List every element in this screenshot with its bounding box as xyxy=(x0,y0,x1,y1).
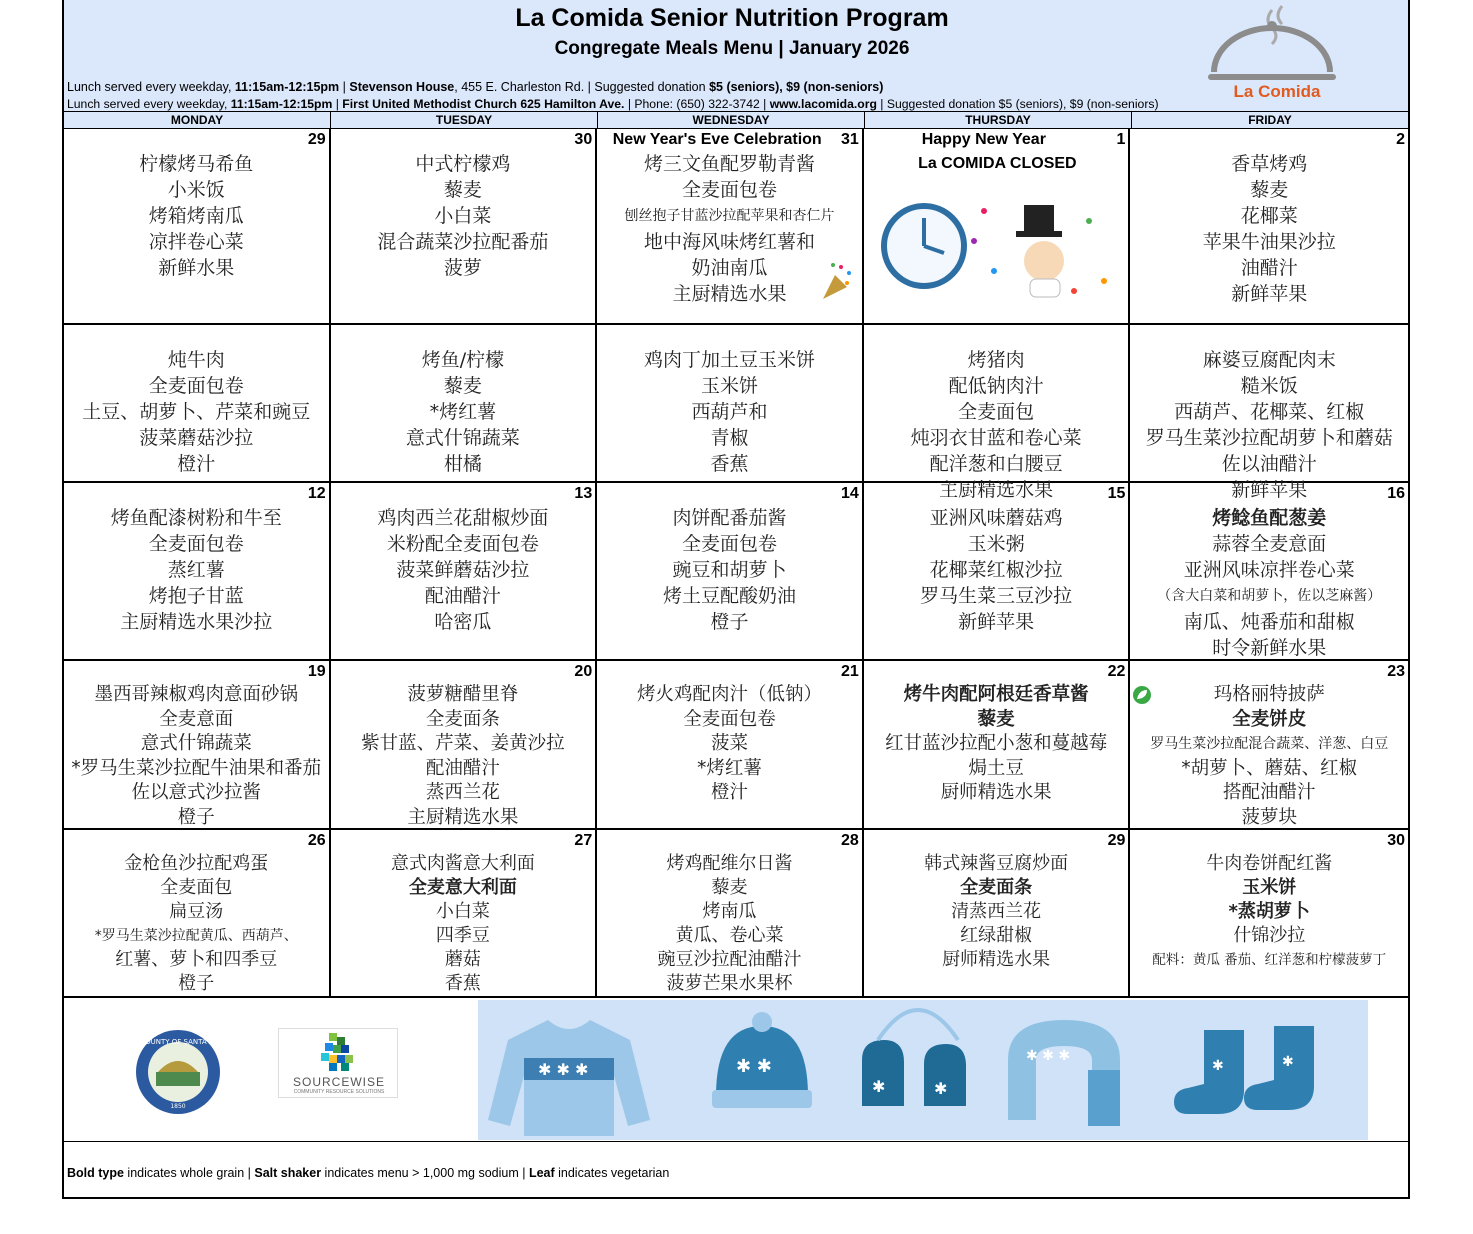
menu-item: 菠菜 xyxy=(711,733,749,754)
menu-grid xyxy=(64,129,1408,998)
menu-item: 花椰菜红椒沙拉 xyxy=(929,559,1063,581)
menu-item: 新鲜苹果 xyxy=(1231,283,1308,305)
date-number: 30 xyxy=(1387,832,1406,849)
date-number: 26 xyxy=(307,832,326,849)
day-cell xyxy=(331,661,598,828)
legend: Bold type indicates whole grain | Salt shaker indicates menu > 1,000 mg sodium | Leaf indicates vegetarian xyxy=(67,1166,670,1180)
menu-item: 菠萝芒果水果杯 xyxy=(666,973,793,994)
logo-text: La Comida xyxy=(1233,82,1321,101)
menu-item: 主厨精选水果 xyxy=(939,479,1054,501)
menu-item: 新鲜苹果 xyxy=(958,611,1035,633)
date-number: 30 xyxy=(574,131,593,148)
menu-item: 全麦面包卷 xyxy=(148,375,244,397)
menu-item: 蒸红薯 xyxy=(167,559,225,581)
menu-item: 烤鲶鱼配葱姜 xyxy=(1212,507,1327,529)
menu-item: 意式什锦蔬菜 xyxy=(140,733,252,754)
day-cell xyxy=(1130,483,1408,659)
website-link[interactable]: www.lacomida.org xyxy=(769,97,877,111)
party-popper-icon xyxy=(819,261,853,301)
weekday-header-row xyxy=(64,112,1408,129)
menu-item: 红绿甜椒 xyxy=(960,925,1033,946)
menu-item: 清蒸西兰花 xyxy=(951,901,1042,922)
menu-item: *蒸胡萝卜 xyxy=(1228,901,1310,922)
menu-item: 小白菜 xyxy=(435,901,490,922)
menu-item: 橙子 xyxy=(710,611,749,633)
svg-text:✱ ✱: ✱ ✱ xyxy=(736,1056,772,1077)
menu-item: 炖羽衣甘蓝和卷心菜 xyxy=(910,427,1082,449)
menu-item: 厨师精选水果 xyxy=(940,782,1052,803)
menu-item: 烤箱烤南瓜 xyxy=(148,205,244,227)
date-number: 19 xyxy=(307,663,326,680)
menu-item: 配低钠肉汁 xyxy=(948,375,1044,397)
day-cell xyxy=(597,129,864,323)
date-number: 14 xyxy=(841,485,859,502)
menu-item: 金枪鱼沙拉配鸡蛋 xyxy=(124,853,269,874)
menu-item: 佐以意式沙拉酱 xyxy=(131,782,262,803)
menu-item: 配油醋汁 xyxy=(425,757,500,779)
sourcewise-name: SOURCEWISE xyxy=(292,1075,385,1089)
day-cell xyxy=(1130,129,1408,323)
menu-item: 橙子 xyxy=(177,806,215,828)
header xyxy=(64,0,1408,112)
day-cell xyxy=(597,325,864,481)
menu-item: 肉饼配番茄酱 xyxy=(672,507,787,529)
sweater-icon xyxy=(488,1020,650,1136)
menu-item: 新鲜水果 xyxy=(158,257,235,279)
menu-item: 地中海风味烤红薯和 xyxy=(644,231,816,253)
date-number: 29 xyxy=(307,131,326,148)
menu-item: 青椒 xyxy=(710,427,749,449)
menu-item: 罗马生菜沙拉配胡萝卜和蘑菇 xyxy=(1145,427,1393,449)
menu-item: 玛格丽特披萨 xyxy=(1213,684,1325,705)
menu-item: 柑橘 xyxy=(443,453,482,475)
menu-item: 南瓜、炖番茄和甜椒 xyxy=(1183,611,1355,633)
day-cell xyxy=(864,129,1131,323)
menu-item: 什锦沙拉 xyxy=(1233,925,1306,946)
date-number: 20 xyxy=(574,663,593,680)
menu-item: 主厨精选水果沙拉 xyxy=(120,611,273,633)
menu-item: 橙子 xyxy=(178,973,215,994)
day-cell xyxy=(64,129,331,323)
menu-item: 烤火鸡配肉汁（低钠） xyxy=(637,684,823,705)
menu-item: 烤猪肉 xyxy=(967,349,1025,371)
menu-item: *罗马生菜沙拉配牛油果和番茄 xyxy=(71,757,322,779)
menu-item: 焗土豆 xyxy=(968,757,1024,779)
menu-item: *胡萝卜、蘑菇、红椒 xyxy=(1181,757,1358,779)
day-cell xyxy=(864,661,1131,828)
date-number: 29 xyxy=(1107,832,1126,849)
menu-item: 菠菜蘑菇沙拉 xyxy=(139,427,254,449)
date-number: 15 xyxy=(1107,485,1126,502)
menu-item: 亚洲风味蘑菇鸡 xyxy=(929,507,1063,529)
menu-item: 藜麦 xyxy=(443,375,482,397)
menu-item: 亚洲风味凉拌卷心菜 xyxy=(1183,559,1355,581)
menu-item: *烤红薯 xyxy=(429,401,497,423)
new-year-clock-baby-icon xyxy=(874,191,1124,301)
day-cell xyxy=(331,129,598,323)
menu-item: *烤红薯 xyxy=(697,757,762,779)
menu-item: 全麦面条 xyxy=(425,708,500,730)
menu-item: 西葫芦和 xyxy=(691,401,768,423)
menu-item: 烤牛肉配阿根廷香草酱 xyxy=(903,684,1089,705)
holiday-title: New Year's Eve Celebration xyxy=(612,131,822,148)
day-cell xyxy=(597,661,864,828)
day-cell xyxy=(1130,661,1408,828)
day-cell xyxy=(597,483,864,659)
menu-item: 豌豆沙拉配油醋汁 xyxy=(657,949,802,970)
menu-item: 蒸西兰花 xyxy=(425,782,500,803)
menu-item: 全麦面包 xyxy=(160,877,233,898)
menu-item: 奶油南瓜 xyxy=(691,257,768,279)
beanie-icon xyxy=(712,1012,812,1108)
menu-item: 主厨精选水果 xyxy=(672,283,787,305)
date-number: 12 xyxy=(307,485,326,502)
menu-item: 豌豆和胡萝卜 xyxy=(672,559,787,581)
svg-text:✱ ✱ ✱: ✱ ✱ ✱ xyxy=(538,1060,589,1079)
menu-item: 紫甘蓝、芹菜、姜黄沙拉 xyxy=(361,733,565,754)
menu-item: 配油醋汁 xyxy=(424,585,501,607)
menu-item: 香蕉 xyxy=(710,453,749,475)
menu-item: 橙汁 xyxy=(177,453,216,475)
menu-item: 意式什锦蔬菜 xyxy=(405,427,520,449)
menu-item: 菠萝块 xyxy=(1241,806,1297,828)
county-seal-icon xyxy=(124,1028,232,1116)
menu-item: 橙汁 xyxy=(711,782,749,803)
menu-item: 苹果牛油果沙拉 xyxy=(1202,231,1336,253)
menu-item: 混合蔬菜沙拉配番茄 xyxy=(377,231,549,253)
menu-item: 藜麦 xyxy=(443,179,482,201)
day-header: MONDAY xyxy=(64,112,331,128)
menu-item: 土豆、胡萝卜、芹菜和豌豆 xyxy=(82,401,311,423)
menu-item: 全麦面包 xyxy=(958,401,1035,423)
menu-item: 凉拌卷心菜 xyxy=(148,231,244,253)
menu-item: 新鲜苹果 xyxy=(1231,479,1308,501)
menu-item: 油醋汁 xyxy=(1240,257,1298,279)
menu-item: 搭配油醋汁 xyxy=(1222,782,1316,803)
menu-item: 小白菜 xyxy=(434,205,492,227)
menu-item: 菠萝 xyxy=(443,257,482,279)
day-cell xyxy=(64,830,331,996)
menu-item: 糙米饭 xyxy=(1240,375,1298,397)
menu-item: 烤鸡配维尔日酱 xyxy=(666,853,793,874)
menu-item: 配洋葱和白腰豆 xyxy=(929,453,1063,475)
menu-item: 烤鱼配漆树粉和牛至 xyxy=(110,507,282,529)
day-cell xyxy=(864,483,1131,659)
menu-item: 黄瓜、卷心菜 xyxy=(675,925,784,946)
day-cell xyxy=(597,830,864,996)
svg-text:✱: ✱ xyxy=(872,1077,886,1096)
date-number: 28 xyxy=(841,832,859,849)
week-row xyxy=(64,661,1408,830)
menu-item: 配料：黄瓜 番茄、红洋葱和柠檬菠萝丁 xyxy=(1152,952,1387,968)
menu-item: 玉米饼 xyxy=(1242,877,1297,898)
menu-item: 烤土豆配酸奶油 xyxy=(663,585,797,607)
menu-item: 全麦饼皮 xyxy=(1232,708,1307,730)
menu-item: 罗马生菜沙拉配混合蔬菜、洋葱、白豆 xyxy=(1150,736,1389,752)
menu-item: 玉米饼 xyxy=(701,375,759,397)
menu-item: 烤抱子甘蓝 xyxy=(148,585,244,607)
menu-item: 烤三文鱼配罗勒青酱 xyxy=(644,153,816,175)
menu-item: 菠萝糖醋里脊 xyxy=(407,684,519,705)
menu-item: （含大白菜和胡萝卜，佐以芝麻酱） xyxy=(1157,588,1382,604)
menu-item: 四季豆 xyxy=(435,925,490,946)
day-cell xyxy=(64,325,331,481)
mittens-icon xyxy=(862,1010,966,1106)
svg-text:✱: ✱ xyxy=(1212,1058,1224,1074)
menu-item: 全麦面包卷 xyxy=(682,179,778,201)
menu-item: 红甘蓝沙拉配小葱和蔓越莓 xyxy=(885,733,1108,754)
menu-item: 全麦意大利面 xyxy=(408,877,517,898)
date-number: 27 xyxy=(574,832,593,849)
day-header: TUESDAY xyxy=(331,112,598,128)
day-cell xyxy=(331,830,598,996)
menu-item: 菠菜鲜蘑菇沙拉 xyxy=(396,559,530,581)
winter-clothes-illustration xyxy=(478,1000,1368,1140)
date-number: 16 xyxy=(1387,485,1406,502)
sourcewise-mosaic-icon xyxy=(319,1033,359,1073)
info-line-methodist: Lunch served every weekday, 11:15am-12:15pm | First United Methodist Church 625 Hamilton Ave. | Phone: (650) 322-3742 | www.lacomida.org | Suggested donation $5 (seniors), $9 (non-seniors) xyxy=(67,97,1159,111)
week-row xyxy=(64,483,1408,661)
scarf-icon xyxy=(1008,1020,1120,1126)
day-cell xyxy=(331,483,598,659)
date-number: 1 xyxy=(1116,131,1126,148)
menu-item: 鸡肉西兰花甜椒炒面 xyxy=(377,507,549,529)
day-header: FRIDAY xyxy=(1248,113,1292,127)
menu-item: 主厨精选水果 xyxy=(407,806,519,828)
day-cell xyxy=(1130,830,1408,996)
date-number: 31 xyxy=(841,131,859,148)
menu-item: 米粉配全麦面包卷 xyxy=(386,533,539,555)
menu-item: 中式柠檬鸡 xyxy=(415,153,511,175)
menu-item: 罗马生菜三豆沙拉 xyxy=(920,585,1073,607)
menu-item: 藜麦 xyxy=(711,877,748,898)
menu-item: 全麦意面 xyxy=(159,708,234,730)
menu-item: 意式肉酱意大利面 xyxy=(390,853,535,874)
menu-item: 蘑菇 xyxy=(444,949,481,970)
date-number: 23 xyxy=(1387,663,1406,680)
day-header: THURSDAY xyxy=(865,112,1132,128)
day-cell xyxy=(64,661,331,828)
date-number: 22 xyxy=(1107,663,1126,680)
menu-item: 西葫芦、花椰菜、红椒 xyxy=(1174,401,1365,423)
menu-item: 扁豆汤 xyxy=(169,901,224,922)
menu-item: 墨西哥辣椒鸡肉意面砂锅 xyxy=(94,684,299,705)
menu-item: 香草烤鸡 xyxy=(1231,153,1308,175)
menu-item: 烤南瓜 xyxy=(702,901,757,922)
menu-item: 韩式辣酱豆腐炒面 xyxy=(924,853,1069,874)
menu-item: 藜麦 xyxy=(977,708,1015,730)
menu-item: 红薯、萝卜和四季豆 xyxy=(115,949,278,970)
menu-item: 柠檬烤马希鱼 xyxy=(139,153,254,175)
menu-item: 全麦面包卷 xyxy=(148,533,244,555)
day-cell xyxy=(64,483,331,659)
info-line-stevenson: Lunch served every weekday, 11:15am-12:15pm | Stevenson House, 455 E. Charleston Rd. | Suggested donation $5 (seniors), $9 (non-seniors) xyxy=(67,80,884,94)
socks-icon xyxy=(1174,1026,1314,1114)
svg-text:✱: ✱ xyxy=(1282,1054,1294,1070)
day-cell xyxy=(864,830,1131,996)
menu-item: 时令新鲜水果 xyxy=(1212,637,1327,659)
holiday-title: Happy New Year xyxy=(921,131,1046,148)
menu-item: 全麦面条 xyxy=(960,877,1033,898)
date-number: 2 xyxy=(1396,131,1406,148)
menu-item: 藜麦 xyxy=(1250,179,1289,201)
menu-item: 牛肉卷饼配红酱 xyxy=(1206,853,1333,874)
menu-item: 刨丝抱子甘蓝沙拉配苹果和杏仁片 xyxy=(624,208,835,224)
menu-item: 花椰菜 xyxy=(1240,205,1298,227)
menu-item: 全麦面包卷 xyxy=(682,533,778,555)
sourcewise-tagline: COMMUNITY RESOURCE SOLUTIONS xyxy=(293,1089,385,1095)
menu-item: 佐以油醋汁 xyxy=(1221,453,1317,475)
menu-item: 哈密瓜 xyxy=(434,611,492,633)
menu-item: 麻婆豆腐配肉末 xyxy=(1202,349,1336,371)
week-row xyxy=(64,129,1408,325)
sourcewise-logo xyxy=(278,1028,398,1098)
page-title: La Comida Senior Nutrition Program xyxy=(515,4,949,32)
page-subtitle: Congregate Meals Menu | January 2026 xyxy=(554,38,910,59)
week-row xyxy=(64,830,1408,998)
svg-text:✱ ✱ ✱: ✱ ✱ ✱ xyxy=(1026,1048,1071,1064)
menu-item: 烤鱼/柠檬 xyxy=(421,349,505,371)
menu-item: 鸡肉丁加土豆玉米饼 xyxy=(644,349,816,371)
menu-item: *罗马生菜沙拉配黄瓜、西葫芦、 xyxy=(94,928,298,944)
menu-item: 全麦面包卷 xyxy=(683,708,776,730)
day-cell xyxy=(331,325,598,481)
svg-text:✱: ✱ xyxy=(934,1079,948,1098)
county-seal-year: 1850 xyxy=(170,1103,186,1110)
day-header: WEDNESDAY xyxy=(598,112,865,128)
menu-item: 蒜蓉全麦意面 xyxy=(1212,533,1327,555)
vegetarian-leaf-icon xyxy=(1132,685,1152,705)
menu-item: 厨师精选水果 xyxy=(942,949,1051,970)
date-number: 21 xyxy=(841,663,859,680)
menu-sheet xyxy=(62,0,1410,1199)
menu-item: 炖牛肉 xyxy=(167,349,225,371)
date-number: 13 xyxy=(574,485,593,502)
closed-notice: La COMIDA CLOSED xyxy=(918,155,1077,172)
sponsor-band xyxy=(64,998,1408,1142)
menu-item: 玉米粥 xyxy=(967,533,1025,555)
county-seal-text: THE COUNTY OF SANTA CLARA xyxy=(124,1038,232,1046)
menu-item: 香蕉 xyxy=(444,973,481,994)
menu-item: 小米饭 xyxy=(167,179,225,201)
